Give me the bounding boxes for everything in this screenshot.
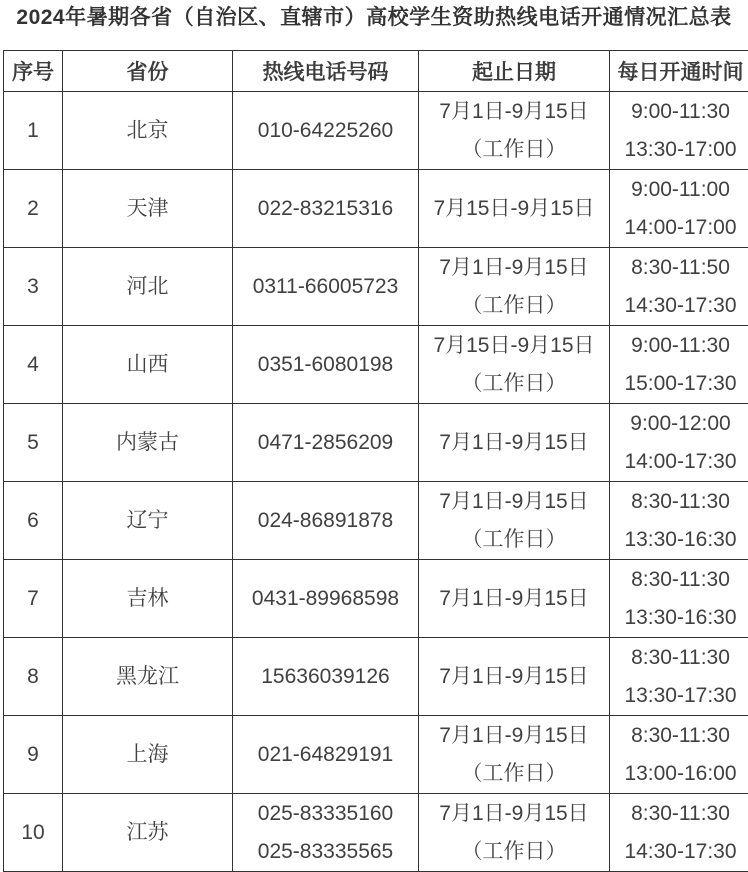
date-cell [419, 170, 610, 248]
date-line: （工作日） [461, 761, 567, 785]
row-number: 8 [27, 664, 39, 688]
date-line: 7月1日-9月15日 [439, 255, 589, 279]
time-cell [610, 170, 748, 248]
date-cell [419, 404, 610, 482]
phone-number: 15636039126 [261, 664, 390, 688]
time-line: 9:00-11:30 [631, 333, 730, 357]
time-line: 9:00-11:30 [631, 99, 730, 123]
date-line: （工作日） [461, 371, 567, 395]
date-cell [419, 92, 610, 170]
phone-number: 0471-2856209 [257, 430, 394, 454]
date-line: 7月1日-9月15日 [439, 586, 589, 610]
time-line: 14:30-17:30 [624, 293, 737, 317]
page-title: 2024年暑期各省（自治区、直辖市）高校学生资助热线电话开通情况汇总表 [16, 6, 732, 29]
province-cell [63, 716, 233, 794]
time-line: 14:00-17:30 [624, 449, 737, 473]
province-name: 辽宁 [126, 508, 169, 532]
date-cell [419, 638, 610, 716]
row-number: 9 [27, 742, 39, 766]
time-line: 13:30-16:30 [624, 605, 737, 629]
date-cell [419, 248, 610, 326]
time-cell [610, 638, 748, 716]
phone-number: 022-83215316 [257, 196, 394, 220]
province-name: 黑龙江 [116, 664, 179, 688]
time-cell [610, 404, 748, 482]
row-number-cell [4, 716, 63, 794]
row-number-cell [4, 482, 63, 560]
header-row [4, 51, 748, 92]
table-body [4, 92, 748, 872]
province-name: 江苏 [126, 820, 169, 844]
date-line: （工作日） [461, 527, 567, 551]
time-line: 9:00-11:00 [631, 177, 730, 201]
row-number-cell [4, 248, 63, 326]
column-header-2: 省份 [63, 51, 233, 92]
phone-cell [233, 638, 419, 716]
date-cell [419, 794, 610, 872]
province-cell [63, 638, 233, 716]
province-name: 吉林 [126, 586, 169, 610]
time-cell [610, 326, 748, 404]
date-cell [419, 482, 610, 560]
column-header-3: 热线电话号码 [233, 51, 419, 92]
hotline-table [3, 50, 748, 872]
province-cell [63, 404, 233, 482]
phone-cell [233, 404, 419, 482]
table-row [4, 794, 748, 872]
province-name: 山西 [126, 352, 169, 376]
province-name: 北京 [126, 118, 169, 142]
time-cell [610, 92, 748, 170]
phone-cell [233, 170, 419, 248]
phone-number: 0311-66005723 [252, 274, 399, 298]
table-row [4, 326, 748, 404]
row-number: 3 [27, 274, 39, 298]
table-row [4, 482, 748, 560]
phone-number: 0431-89968598 [251, 586, 400, 610]
time-line: 13:30-17:00 [624, 137, 737, 161]
date-line: 7月1日-9月15日 [439, 664, 589, 688]
table-row [4, 404, 748, 482]
row-number: 5 [27, 430, 39, 454]
time-line: 13:00-16:00 [624, 761, 737, 785]
province-name: 内蒙古 [116, 430, 179, 454]
province-cell [63, 170, 233, 248]
province-name: 上海 [126, 742, 169, 766]
time-line: 9:00-12:00 [630, 411, 731, 435]
province-name: 河北 [126, 274, 169, 298]
phone-cell [233, 92, 419, 170]
table-row [4, 92, 748, 170]
date-line: （工作日） [461, 137, 567, 161]
phone-cell [233, 326, 419, 404]
column-header-1: 序号 [4, 51, 63, 92]
table-row [4, 170, 748, 248]
time-line: 8:30-11:30 [631, 801, 730, 825]
date-line: （工作日） [461, 293, 567, 317]
phone-number: 025-83335565 [257, 839, 394, 863]
date-line: 7月15日-9月15日 [433, 196, 595, 220]
phone-cell [233, 560, 419, 638]
row-number-cell [4, 92, 63, 170]
row-number: 4 [27, 352, 39, 376]
province-cell [63, 92, 233, 170]
province-cell [63, 482, 233, 560]
time-line: 14:00-17:00 [624, 215, 737, 239]
date-line: 7月1日-9月15日 [439, 99, 589, 123]
date-line: （工作日） [461, 839, 567, 863]
time-cell [610, 482, 748, 560]
row-number-cell [4, 638, 63, 716]
date-line: 7月1日-9月15日 [439, 430, 589, 454]
date-cell [419, 560, 610, 638]
table-row [4, 248, 748, 326]
column-header-5: 每日开通时间 [610, 51, 748, 92]
phone-cell [233, 794, 419, 872]
phone-cell [233, 248, 419, 326]
province-name: 天津 [126, 196, 169, 220]
row-number: 10 [21, 820, 45, 844]
time-cell [610, 560, 748, 638]
date-line: 7月15日-9月15日 [433, 333, 595, 357]
time-cell [610, 794, 748, 872]
column-header-4: 起止日期 [419, 51, 610, 92]
time-cell [610, 248, 748, 326]
time-line: 8:30-11:30 [631, 567, 730, 591]
time-line: 8:30-11:30 [631, 723, 730, 747]
phone-cell [233, 716, 419, 794]
row-number-cell [4, 404, 63, 482]
phone-number: 024-86891878 [257, 508, 394, 532]
phone-number: 010-64225260 [257, 118, 394, 142]
row-number: 6 [27, 508, 39, 532]
row-number-cell [4, 560, 63, 638]
time-line: 8:30-11:30 [631, 645, 730, 669]
table-header [4, 51, 748, 92]
table-row [4, 560, 748, 638]
row-number: 2 [27, 196, 39, 220]
row-number-cell [4, 794, 63, 872]
table-row [4, 716, 748, 794]
date-line: 7月1日-9月15日 [439, 801, 589, 825]
time-line: 8:30-11:30 [631, 489, 730, 513]
province-cell [63, 560, 233, 638]
date-cell [419, 326, 610, 404]
date-line: 7月1日-9月15日 [439, 489, 589, 513]
row-number-cell [4, 326, 63, 404]
time-line: 13:30-16:30 [624, 527, 737, 551]
province-cell [63, 326, 233, 404]
table-row [4, 638, 748, 716]
time-cell [610, 716, 748, 794]
row-number: 1 [27, 118, 39, 142]
phone-cell [233, 482, 419, 560]
row-number-cell [4, 170, 63, 248]
date-cell [419, 716, 610, 794]
province-cell [63, 794, 233, 872]
time-line: 14:30-17:30 [624, 839, 737, 863]
phone-number: 0351-6080198 [257, 352, 394, 376]
phone-number: 021-64829191 [257, 742, 394, 766]
time-line: 8:30-11:50 [631, 255, 730, 279]
province-cell [63, 248, 233, 326]
time-line: 13:30-17:30 [624, 683, 737, 707]
phone-number: 025-83335160 [257, 801, 394, 825]
row-number: 7 [27, 586, 39, 610]
date-line: 7月1日-9月15日 [439, 723, 589, 747]
time-line: 15:00-17:30 [624, 371, 737, 395]
